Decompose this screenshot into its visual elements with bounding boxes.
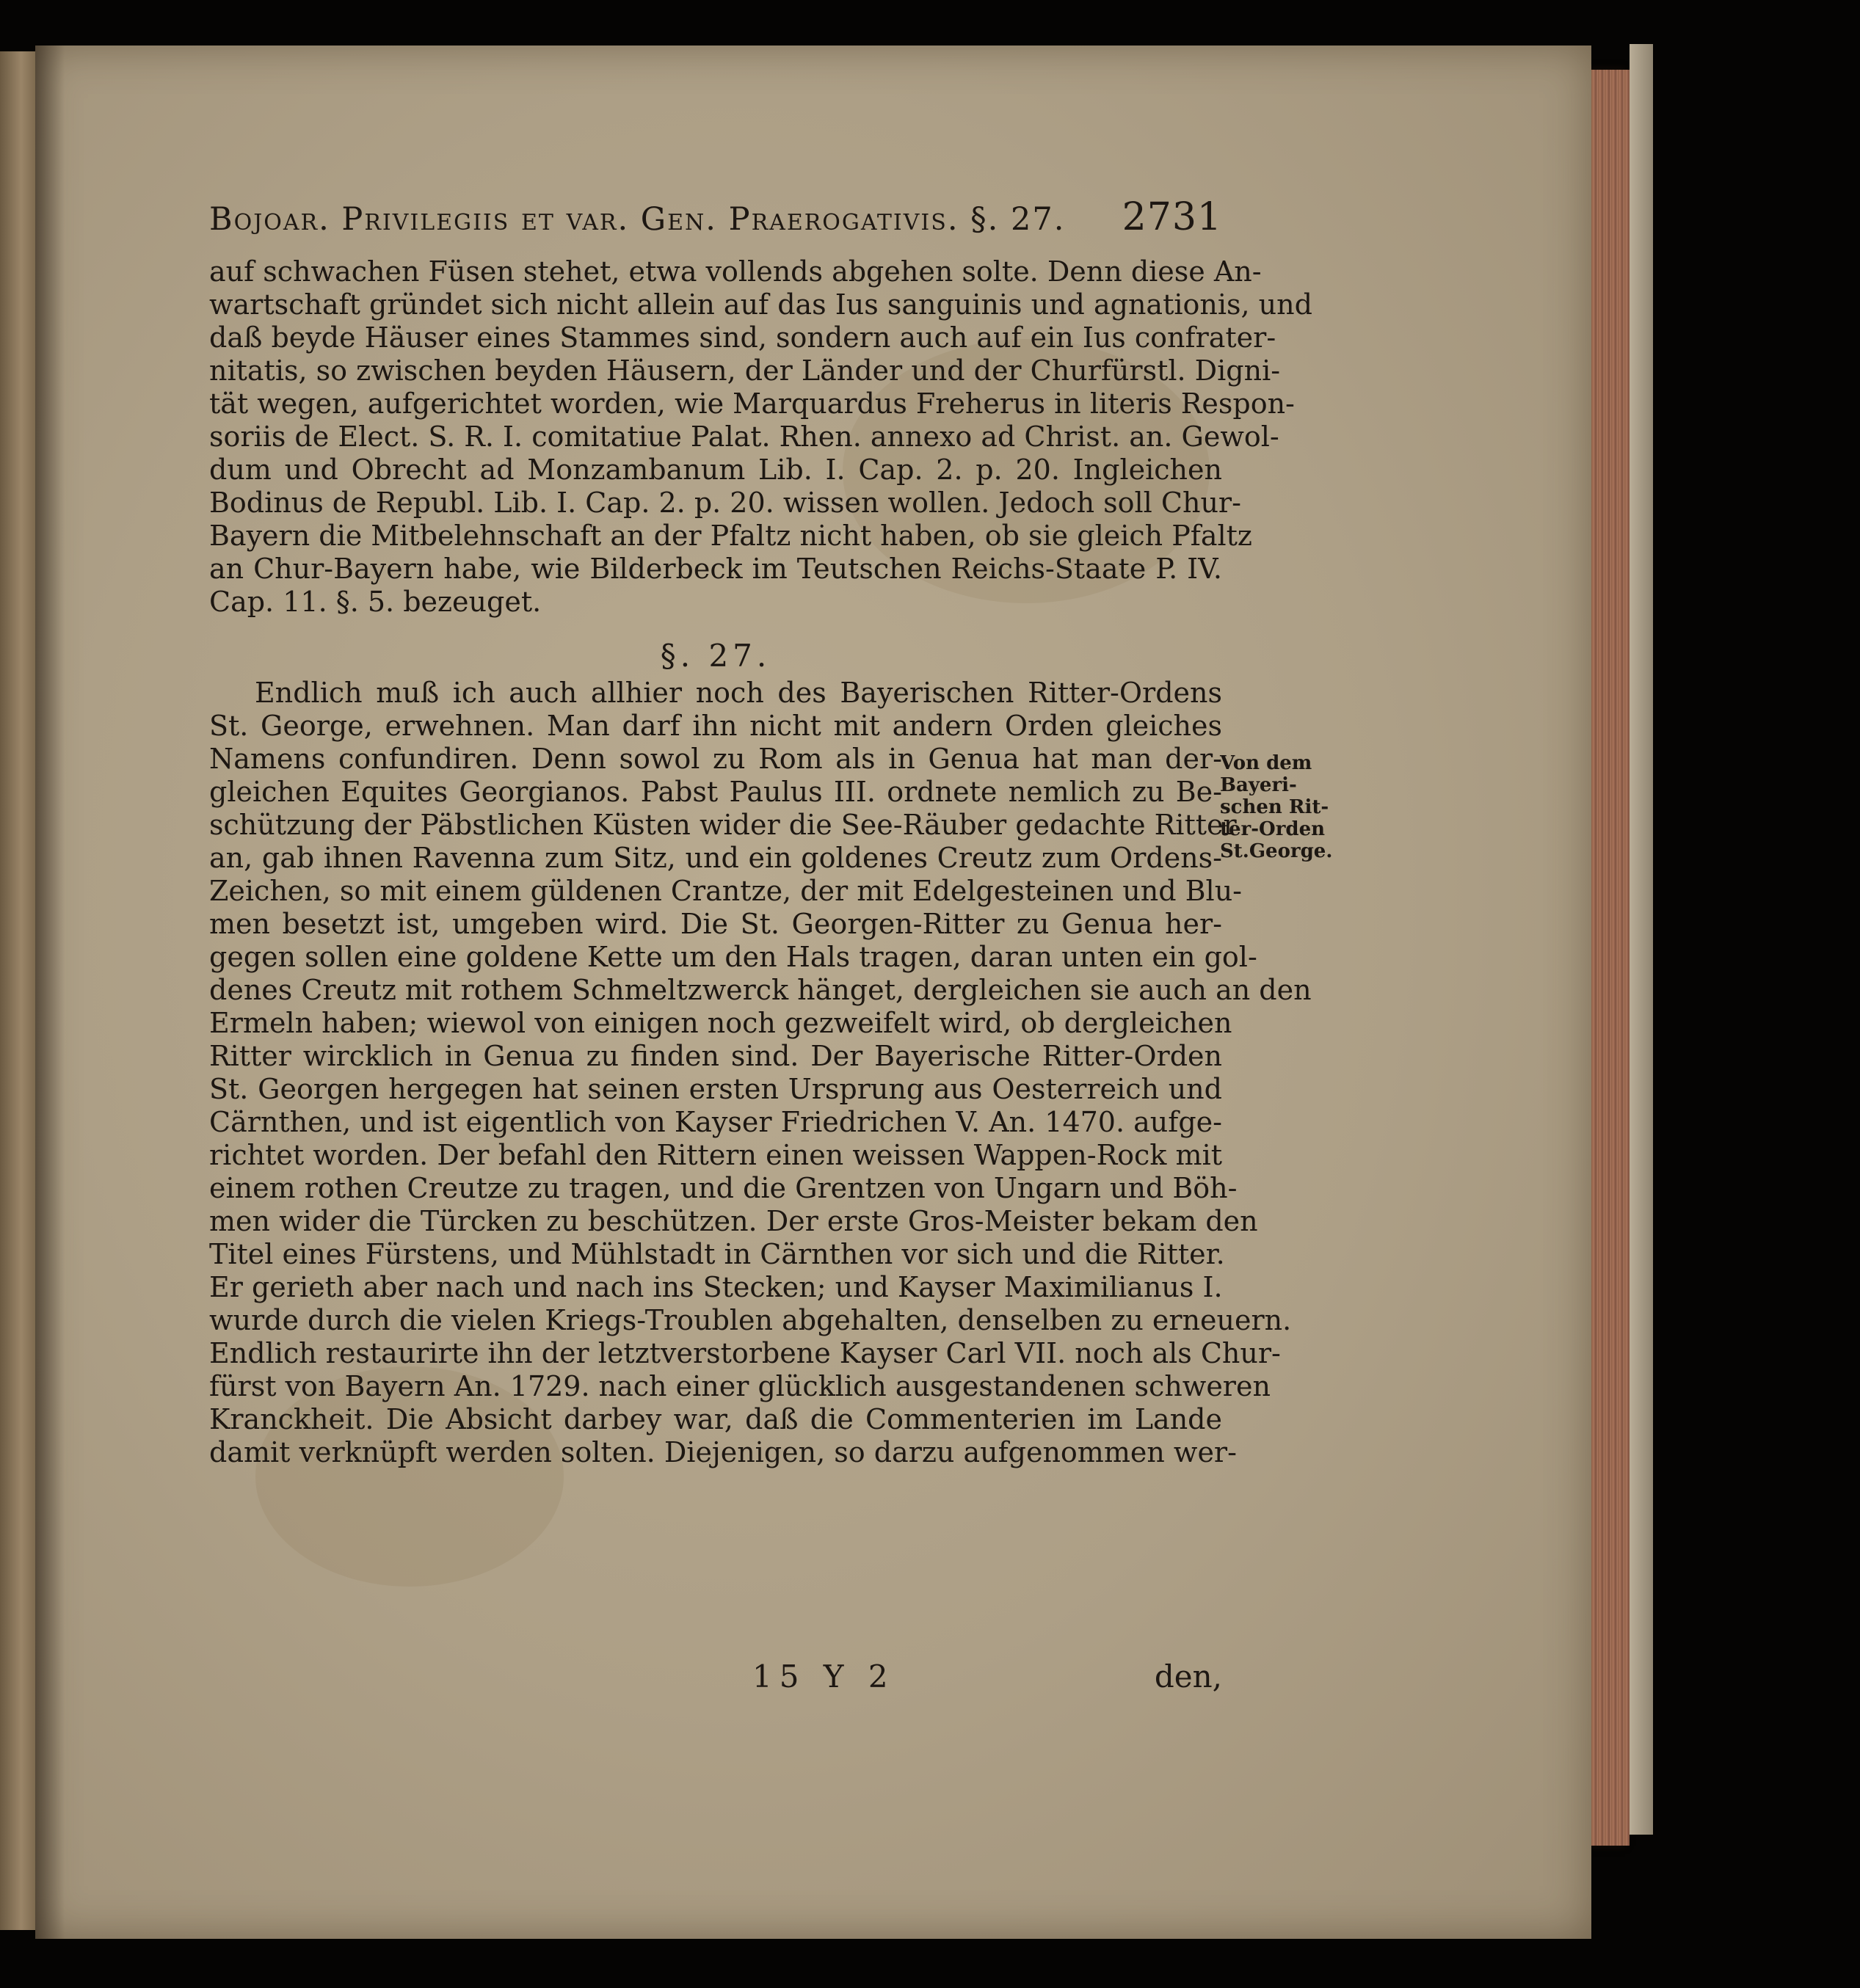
paragraph-1: [209, 255, 1312, 619]
text-line: schützung der Päbstlichen Küsten wider die See-Räuber gedachte Ritter: [209, 809, 1237, 841]
text-line: Er gerieth aber nach und nach ins Stecken; und Kayser Maximilianus I.: [209, 1271, 1223, 1303]
text-line: Namens confundiren. Denn sowol zu Rom als in Genua hat man der-: [209, 743, 1222, 775]
section-heading: §. 27.: [660, 638, 771, 674]
text-line: richtet worden. Der befahl den Rittern einen weissen Wappen-Rock mit: [209, 1139, 1222, 1171]
text-line: an, gab ihnen Ravenna zum Sitz, und ein goldenes Creutz zum Ordens-: [209, 842, 1222, 874]
text-line: auf schwachen Füsen stehet, etwa vollends abgehen solte. Denn diese An-: [209, 255, 1262, 288]
text-line: einem rothen Creutze zu tragen, und die Grentzen von Ungarn und Böh-: [209, 1172, 1238, 1204]
text-line: an Chur-Bayern habe, wie Bilderbeck im Teutschen Reichs-Staate P. IV.: [209, 553, 1222, 585]
page-footer: [209, 1659, 1222, 1695]
left-page-edge: [0, 51, 35, 1930]
text-line: Cap. 11. §. 5. bezeuget.: [209, 586, 542, 618]
text-line: Zeichen, so mit einem güldenen Crantze, der mit Edelgesteinen und Blu-: [209, 875, 1243, 907]
text-line: Bayern die Mitbelehnschaft an der Pfaltz nicht haben, ob sie gleich Pfaltz: [209, 520, 1252, 552]
text-line: tät wegen, aufgerichtet worden, wie Marquardus Freherus in literis Respon-: [209, 387, 1295, 420]
text-line: Endlich restaurirte ihn der letztverstorbene Kayser Carl VII. noch als Chur-: [209, 1337, 1281, 1369]
text-line: Kranckheit. Die Absicht darbey war, daß die Commenterien im Lande: [209, 1403, 1222, 1435]
text-line: men besetzt ist, umgeben wird. Die St. Georgen-Ritter zu Genua her-: [209, 908, 1222, 940]
text-line: gegen sollen eine goldene Kette um den Hals tragen, daran unten ein gol-: [209, 941, 1257, 973]
margin-note-line: ter-Orden: [1220, 818, 1326, 840]
signature-mark: 15 Y 2: [752, 1659, 896, 1694]
text-line: Ritter wircklich in Genua zu finden sind. Der Bayerische Ritter-Orden: [209, 1040, 1222, 1072]
text-line: soriis de Elect. S. R. I. comitatiue Palat. Rhen. annexo ad Christ. an. Gewol-: [209, 420, 1279, 453]
margin-note-line: St.George.: [1220, 840, 1333, 862]
text-line: denes Creutz mit rothem Schmeltzwerck hänget, dergleichen sie auch an den: [209, 974, 1312, 1006]
running-head: [209, 195, 1222, 239]
running-head-title: Bojoar. Privilegiis et var. Gen. Praerogativis. §. 27.: [209, 201, 1066, 238]
text-line: men wider die Türcken zu beschützen. Der erste Gros-Meister bekam den: [209, 1205, 1258, 1237]
text-line: Bodinus de Republ. Lib. I. Cap. 2. p. 20. wissen wollen. Jedoch soll Chur-: [209, 487, 1241, 519]
text-line: dum und Obrecht ad Monzambanum Lib. I. Cap. 2. p. 20. Ingleichen: [209, 454, 1222, 486]
page-block-edge: [1630, 44, 1653, 1835]
text-line: wurde durch die vielen Kriegs-Troublen abgehalten, denselben zu erneuern.: [209, 1304, 1292, 1336]
text-line: Endlich muß ich auch allhier noch des Bayerischen Ritter-Ordens: [255, 677, 1222, 709]
text-line: fürst von Bayern An. 1729. nach einer glücklich ausgestandenen schweren: [209, 1370, 1271, 1402]
text-line: St. Georgen hergegen hat seinen ersten Ursprung aus Oesterreich und: [209, 1073, 1222, 1105]
text-line: Titel eines Fürstens, und Mühlstadt in Cärnthen vor sich und die Ritter.: [209, 1238, 1225, 1270]
text-line: nitatis, so zwischen beyden Häusern, der Länder und der Churfürstl. Digni-: [209, 354, 1281, 387]
margin-note-line: schen Rit-: [1220, 796, 1329, 818]
text-line: Ermeln haben; wiewol von einigen noch gezweifelt wird, ob dergleichen: [209, 1007, 1232, 1039]
gutter-shadow: [35, 45, 65, 1939]
margin-note-line: Bayeri-: [1220, 774, 1297, 796]
text-line: Cärnthen, und ist eigentlich von Kayser Friedrichen V. An. 1470. aufge-: [209, 1106, 1222, 1138]
text-line: St. George, erwehnen. Man darf ihn nicht mit andern Orden gleiches: [209, 710, 1222, 742]
text-line: daß beyde Häuser eines Stammes sind, sondern auch auf ein Ius confrater-: [209, 321, 1276, 354]
catchword: den,: [1154, 1659, 1222, 1694]
text-line: wartschaft gründet sich nicht allein auf das Ius sanguinis und agnationis, und: [209, 288, 1312, 321]
page-number: 2731: [1122, 195, 1222, 239]
text-line: damit verknüpft werden solten. Diejenigen, so darzu aufgenommen wer-: [209, 1436, 1237, 1468]
text-line: gleichen Equites Georgianos. Pabst Paulus III. ordnete nemlich zu Be-: [209, 776, 1222, 808]
margin-note-line: Von dem: [1220, 752, 1312, 774]
margin-note: [1220, 752, 1356, 862]
